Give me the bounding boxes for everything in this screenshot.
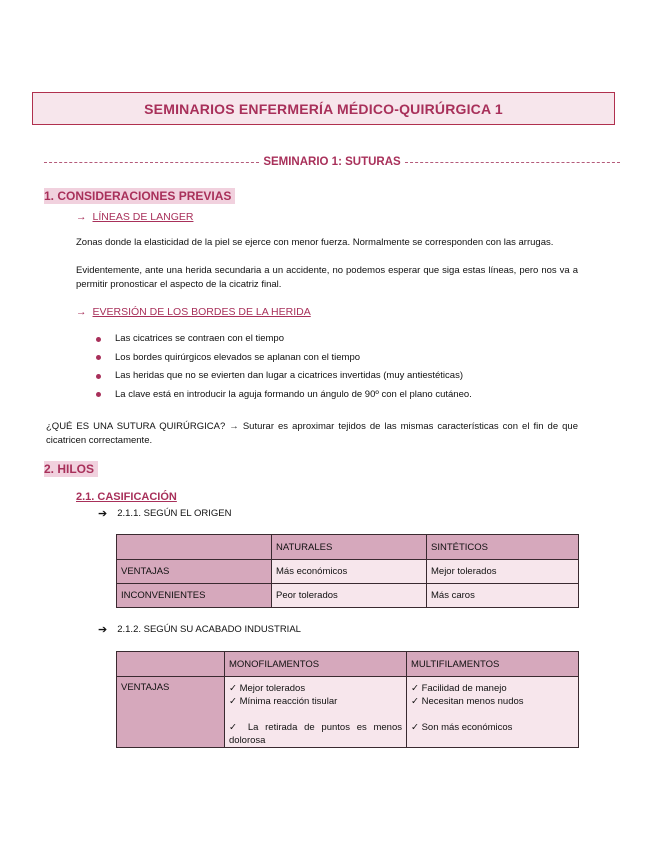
arrow-icon: ➔: [98, 624, 108, 636]
bullet-text: La clave está en introducir la aguja formando un ángulo de 90º con el plano cutáneo.: [115, 388, 472, 400]
arrow-icon: →: [76, 306, 87, 318]
bullet-icon: [96, 374, 101, 379]
seminar-heading: [44, 156, 620, 168]
table-row: [117, 560, 579, 584]
document-title-box: [32, 92, 615, 125]
document-title: SEMINARIOS ENFERMERÍA MÉDICO-QUIRÚRGICA 1: [144, 100, 503, 117]
origin-label: 2.1.1. SEGÚN EL ORIGEN: [117, 508, 232, 519]
bullet-icon: [96, 337, 101, 342]
bullet-icon: [96, 355, 101, 360]
langer-link[interactable]: LÍNEAS DE LANGER: [92, 211, 194, 223]
multi-item: ✓ Son más económicos: [411, 722, 513, 733]
mono-item: ✓ La retirada de puntos es menos dolorosa: [229, 722, 402, 746]
table-cell: Peor tolerados: [272, 584, 427, 608]
subsection-heading: 2.1. CASIFICACIÓN: [76, 491, 177, 503]
arrow-icon: →: [76, 211, 87, 223]
eversion-link[interactable]: EVERSIÓN DE LOS BORDES DE LA HERIDA: [92, 306, 311, 318]
langer-heading: [76, 211, 193, 223]
table-row: [117, 677, 579, 748]
mono-item: ✓ Mínima reacción tisular: [229, 696, 338, 707]
finish-label: 2.1.2. SEGÚN SU ACABADO INDUSTRIAL: [117, 624, 301, 635]
mono-item: ✓ Mejor tolerados: [229, 683, 306, 694]
table-header-cell: [117, 652, 225, 677]
finish-heading: [98, 623, 301, 636]
table-header-cell: MULTIFILAMENTOS: [407, 652, 579, 677]
origin-table: [116, 534, 579, 608]
bullet-text: Las heridas que no se evierten dan lugar a cicatrices invertidas (muy antiestéticas): [115, 370, 463, 381]
table-cell: Mejor tolerados: [427, 560, 579, 584]
table-header-cell: [117, 535, 272, 560]
langer-paragraph-1: Zonas donde la elasticidad de la piel se ejerce con menor fuerza. Normalmente se corresponden con las arrugas.: [76, 237, 554, 248]
table-cell-mono: [225, 677, 407, 748]
origin-heading: [98, 507, 231, 520]
row-label: INCONVENIENTES: [117, 584, 272, 608]
bullet-text: Las cicatrices se contraen con el tiempo: [115, 333, 284, 344]
eversion-heading: [76, 306, 311, 318]
table-cell-multi: [407, 677, 579, 748]
table-header-cell: SINTÉTICOS: [427, 535, 579, 560]
bullet-icon: [96, 392, 101, 397]
finish-table: [116, 651, 579, 748]
table-row: [117, 584, 579, 608]
list-item: [96, 349, 472, 368]
list-item: [96, 367, 472, 386]
arrow-icon: ➔: [98, 508, 108, 520]
seminar-title: SEMINARIO 1: SUTURAS: [263, 156, 401, 168]
list-item: [96, 386, 472, 405]
divider-right: [405, 162, 620, 163]
table-header-row: [117, 535, 579, 560]
table-cell: Más económicos: [272, 560, 427, 584]
table-cell: Más caros: [427, 584, 579, 608]
table-header-row: [117, 652, 579, 677]
multi-item: ✓ Necesitan menos nudos: [411, 696, 524, 707]
row-label: VENTAJAS: [117, 677, 225, 748]
section-1-heading: 1. CONSIDERACIONES PREVIAS: [44, 188, 235, 204]
row-label: VENTAJAS: [117, 560, 272, 584]
table-header-cell: MONOFILAMENTOS: [225, 652, 407, 677]
table-header-cell: NATURALES: [272, 535, 427, 560]
section-2-heading: 2. HILOS: [44, 461, 98, 477]
langer-paragraph-2: Evidentemente, ante una herida secundaria a un accidente, no podemos esperar que siga estas líneas, pero nos va a permitir pronosticar el aspecto de la cicatriz final.: [76, 265, 578, 290]
multi-item: ✓ Facilidad de manejo: [411, 683, 507, 694]
list-item: [96, 330, 472, 349]
bullet-text: Los bordes quirúrgicos elevados se aplanan con el tiempo: [115, 351, 361, 363]
divider-left: [44, 162, 259, 163]
eversion-bullet-list: [96, 330, 472, 404]
suture-definition: ¿QUÉ ES UNA SUTURA QUIRÚRGICA? → Suturar es aproximar tejidos de las mismas características con el fin de que cicatricen correctamente.: [46, 421, 578, 446]
